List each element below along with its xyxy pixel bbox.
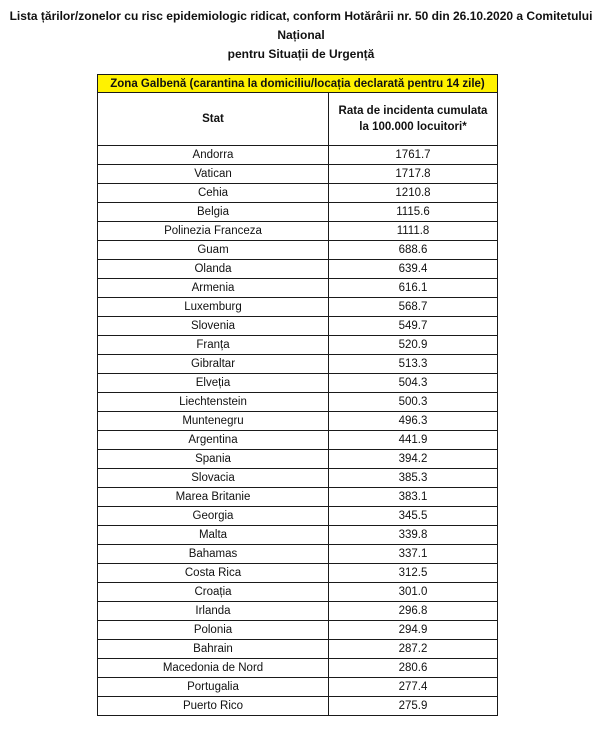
table-row: [98, 545, 498, 564]
country-cell: Vatican: [98, 165, 329, 184]
table-row: [98, 640, 498, 659]
country-cell: Guam: [98, 241, 329, 260]
zone-header: Zona Galbenă (carantina la domiciliu/locația declarată pentru 14 zile): [98, 75, 498, 93]
country-cell: Costa Rica: [98, 564, 329, 583]
document-title-line-1: Lista țărilor/zonelor cu risc epidemiologic ridicat, conform Hotărârii nr. 50 din 26.10.2020 a Comitetului Național: [9, 9, 593, 42]
country-cell: Polonia: [98, 621, 329, 640]
country-cell: Armenia: [98, 279, 329, 298]
incidence-rate-cell: 385.3: [329, 469, 498, 488]
incidence-rate-cell: 1210.8: [329, 184, 498, 203]
country-cell: Malta: [98, 526, 329, 545]
country-cell: Croația: [98, 583, 329, 602]
incidence-rate-cell: 568.7: [329, 298, 498, 317]
incidence-rate-cell: 337.1: [329, 545, 498, 564]
country-cell: Puerto Rico: [98, 697, 329, 716]
incidence-rate-cell: 500.3: [329, 393, 498, 412]
incidence-rate-cell: 520.9: [329, 336, 498, 355]
table-row: [98, 393, 498, 412]
incidence-rate-cell: 441.9: [329, 431, 498, 450]
table-row: [98, 165, 498, 184]
incidence-rate-cell: 513.3: [329, 355, 498, 374]
table-row: [98, 298, 498, 317]
country-cell: Argentina: [98, 431, 329, 450]
table-row: [98, 450, 498, 469]
incidence-rate-cell: 339.8: [329, 526, 498, 545]
document-title: [6, 7, 596, 64]
country-cell: Gibraltar: [98, 355, 329, 374]
table-row: [98, 355, 498, 374]
incidence-rate-cell: 1761.7: [329, 146, 498, 165]
incidence-rate-cell: 688.6: [329, 241, 498, 260]
column-header-row: [98, 93, 498, 146]
table-row: [98, 507, 498, 526]
document-title-line-2: pentru Situații de Urgență: [227, 47, 375, 61]
column-header-rate-line-2: la 100.000 locuitori*: [359, 121, 467, 133]
country-cell: Georgia: [98, 507, 329, 526]
incidence-rate-cell: 287.2: [329, 640, 498, 659]
incidence-rate-cell: 294.9: [329, 621, 498, 640]
incidence-rate-cell: 277.4: [329, 678, 498, 697]
country-cell: Andorra: [98, 146, 329, 165]
country-cell: Bahamas: [98, 545, 329, 564]
incidence-rate-cell: 296.8: [329, 602, 498, 621]
table-row: [98, 602, 498, 621]
country-cell: Muntenegru: [98, 412, 329, 431]
table-row: [98, 374, 498, 393]
country-cell: Belgia: [98, 203, 329, 222]
country-cell: Polinezia Franceza: [98, 222, 329, 241]
column-header-rate-line-1: Rata de incidenta cumulata: [338, 105, 488, 117]
table-row: [98, 678, 498, 697]
table-body: [98, 146, 498, 716]
country-cell: Elveția: [98, 374, 329, 393]
table-row: [98, 412, 498, 431]
table-row: [98, 469, 498, 488]
country-cell: Spania: [98, 450, 329, 469]
table-row: [98, 564, 498, 583]
country-cell: Liechtenstein: [98, 393, 329, 412]
country-cell: Slovacia: [98, 469, 329, 488]
incidence-rate-cell: 639.4: [329, 260, 498, 279]
country-cell: Slovenia: [98, 317, 329, 336]
incidence-rate-cell: 549.7: [329, 317, 498, 336]
incidence-rate-cell: 504.3: [329, 374, 498, 393]
zone-header-row: [98, 75, 498, 93]
incidence-rate-cell: 383.1: [329, 488, 498, 507]
country-cell: Bahrain: [98, 640, 329, 659]
table-row: [98, 583, 498, 602]
table-row: [98, 697, 498, 716]
country-cell: Marea Britanie: [98, 488, 329, 507]
country-cell: Macedonia de Nord: [98, 659, 329, 678]
incidence-rate-cell: 312.5: [329, 564, 498, 583]
table-row: [98, 659, 498, 678]
incidence-rate-cell: 301.0: [329, 583, 498, 602]
incidence-rate-cell: 394.2: [329, 450, 498, 469]
country-cell: Franța: [98, 336, 329, 355]
incidence-rate-cell: 616.1: [329, 279, 498, 298]
table-row: [98, 317, 498, 336]
incidence-rate-cell: 345.5: [329, 507, 498, 526]
country-cell: Irlanda: [98, 602, 329, 621]
country-cell: Portugalia: [98, 678, 329, 697]
incidence-rate-cell: 280.6: [329, 659, 498, 678]
table-row: [98, 279, 498, 298]
column-header-country: Stat: [98, 93, 329, 146]
column-header-rate: [329, 93, 498, 146]
country-cell: Olanda: [98, 260, 329, 279]
risk-countries-table: [97, 74, 498, 716]
incidence-rate-cell: 1111.8: [329, 222, 498, 241]
country-cell: Cehia: [98, 184, 329, 203]
incidence-rate-cell: 1717.8: [329, 165, 498, 184]
table-row: [98, 146, 498, 165]
incidence-rate-cell: 1115.6: [329, 203, 498, 222]
table-row: [98, 526, 498, 545]
table-row: [98, 241, 498, 260]
table-row: [98, 488, 498, 507]
table-row: [98, 222, 498, 241]
table-row: [98, 184, 498, 203]
incidence-rate-cell: 275.9: [329, 697, 498, 716]
country-cell: Luxemburg: [98, 298, 329, 317]
table-row: [98, 336, 498, 355]
incidence-rate-cell: 496.3: [329, 412, 498, 431]
table-row: [98, 203, 498, 222]
table-row: [98, 431, 498, 450]
table-row: [98, 260, 498, 279]
table-row: [98, 621, 498, 640]
